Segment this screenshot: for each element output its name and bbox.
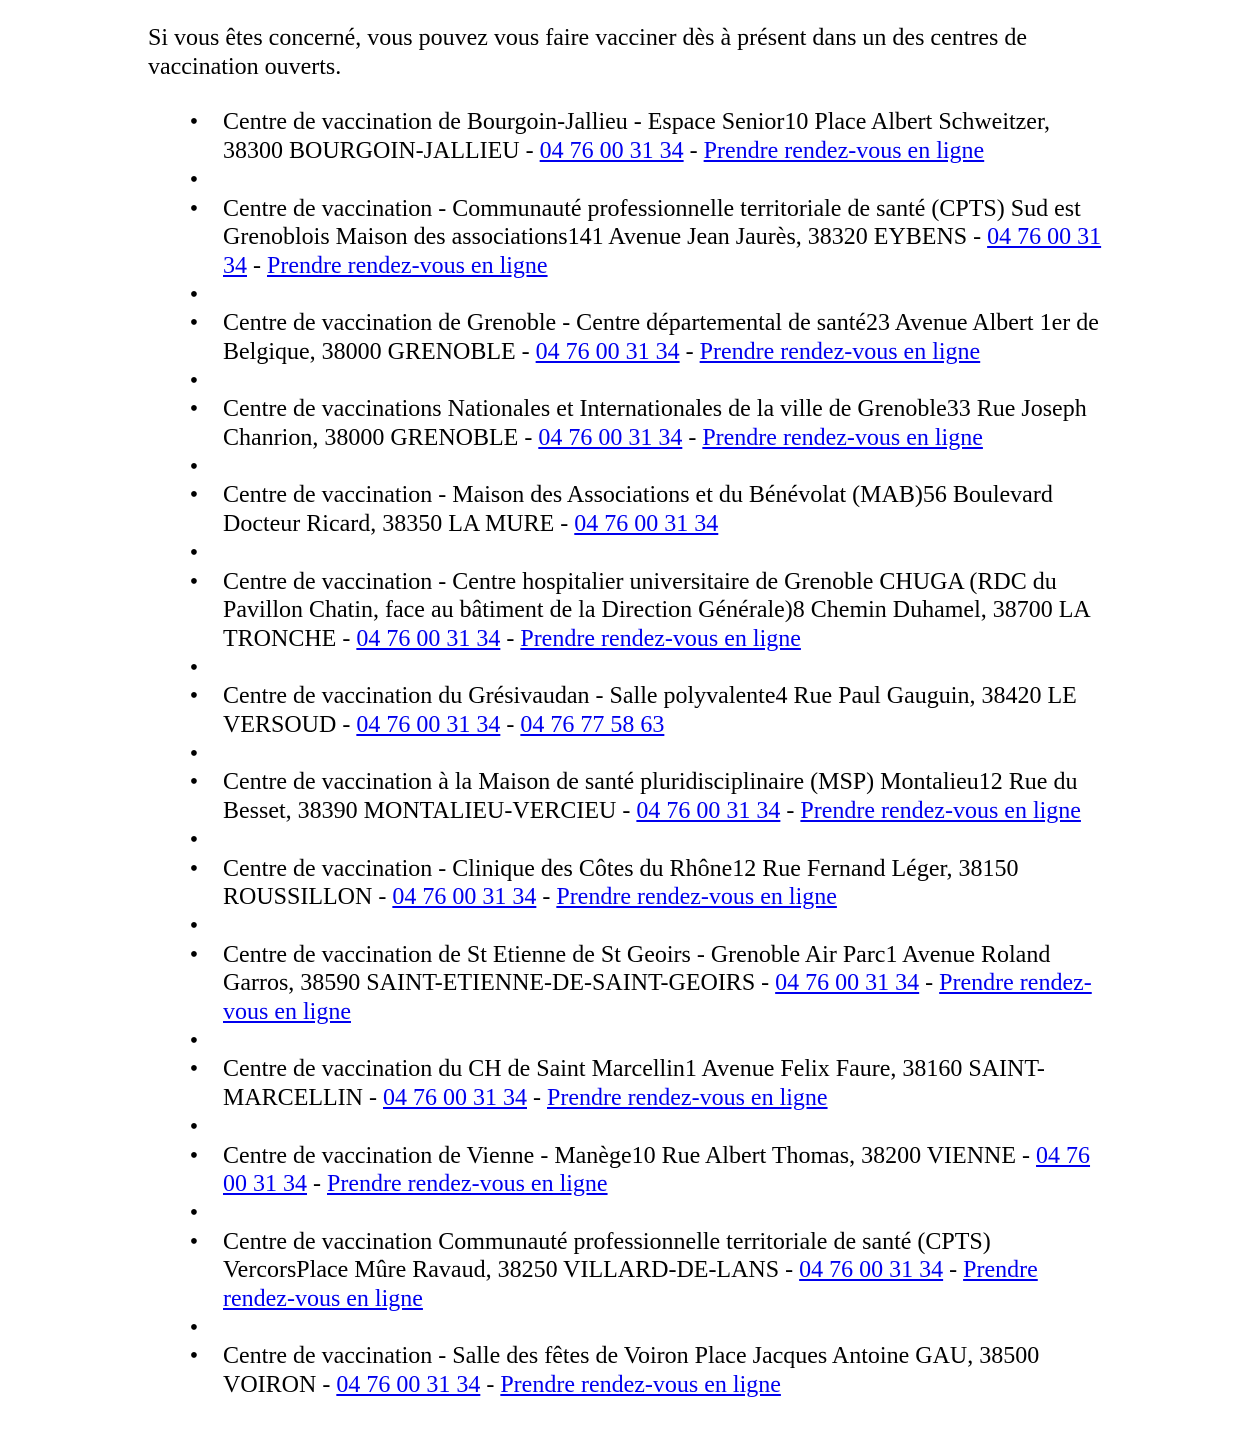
bullet-icon: • — [189, 1113, 199, 1140]
center-address-text: Centre de vaccination Communauté professionnelle territoriale de santé (CPTS) VercorsPlace Mûre Ravaud, 38250 VILLARD-DE-LANS — [223, 1228, 991, 1284]
bullet-icon: • — [189, 568, 199, 595]
center-list-item — [148, 1142, 1108, 1199]
separator-dash: - — [1016, 1142, 1037, 1169]
separator-dash: - — [919, 970, 940, 997]
separator-dash: - — [536, 884, 557, 911]
empty-list-item — [148, 912, 1108, 941]
separator-dash: - — [336, 712, 357, 739]
separator-dash: - — [372, 884, 393, 911]
separator-dash: - — [519, 138, 540, 165]
separator-dash: - — [679, 339, 700, 365]
separator-dash: - — [967, 224, 988, 251]
bullet-icon: • — [189, 941, 199, 968]
empty-list-item — [148, 1027, 1108, 1056]
empty-list-item — [148, 826, 1108, 855]
phone-link[interactable]: 04 76 00 31 34 — [636, 798, 781, 825]
bullet-icon: • — [189, 396, 199, 423]
bullet-icon: • — [189, 1314, 199, 1341]
vaccination-centers-list — [148, 108, 1108, 1399]
bullet-icon: • — [189, 482, 199, 509]
center-address-text: Centre de vaccination - Centre hospitalier universitaire de Grenoble CHUGA (RDC du Pavillon Chatin, face au bâtiment de la Direction Générale)8 Chemin Duhamel, 38700 LA TRONCHE — [223, 568, 1090, 652]
bullet-icon: • — [189, 1343, 199, 1370]
empty-list-item — [148, 281, 1108, 310]
empty-list-item — [148, 1199, 1108, 1228]
center-address-text: Centre de vaccination - Maison des Associations et du Bénévolat (MAB)56 Boulevard Docteur Ricard, 38350 LA MURE — [223, 482, 1053, 538]
separator-dash: - — [500, 625, 521, 652]
center-list-item — [148, 309, 1108, 366]
book-appointment-link[interactable]: Prendre rendez-vous en ligne — [800, 798, 1081, 825]
separator-dash: - — [363, 1085, 383, 1112]
book-appointment-link[interactable]: Prendre rendez-vous en ligne — [327, 1171, 608, 1198]
bullet-icon: • — [189, 195, 199, 222]
bullet-icon: • — [189, 1027, 199, 1054]
phone-link[interactable]: 04 76 00 31 34 — [775, 970, 920, 997]
bullet-icon: • — [189, 1056, 199, 1083]
center-list-item — [148, 682, 1108, 739]
bullet-icon: • — [189, 1199, 199, 1226]
phone-link[interactable]: 04 76 00 31 34 — [392, 884, 537, 911]
separator-dash: - — [755, 970, 776, 997]
separator-dash: - — [480, 1372, 501, 1399]
empty-list-item — [148, 740, 1108, 769]
center-list-item — [148, 1228, 1108, 1314]
bullet-icon: • — [189, 683, 199, 710]
book-appointment-link[interactable]: Prendre rendez-vous en ligne — [702, 425, 983, 452]
book-appointment-link[interactable]: Prendre rendez-vous en ligne — [223, 1257, 1038, 1313]
bullet-icon: • — [189, 855, 199, 882]
book-appointment-link[interactable]: Prendre rendez-vous en ligne — [500, 1372, 781, 1399]
empty-list-item — [148, 1314, 1108, 1343]
center-list-item — [148, 855, 1108, 912]
phone-link[interactable]: 04 76 00 31 34 — [336, 1372, 481, 1399]
empty-list-item — [148, 367, 1108, 396]
phone-link[interactable]: 04 76 00 31 34 — [574, 511, 719, 538]
bullet-icon: • — [189, 826, 199, 853]
empty-list-item — [148, 654, 1108, 683]
phone-link[interactable]: 04 76 77 58 63 — [520, 712, 665, 739]
phone-link[interactable]: 04 76 00 31 34 — [356, 625, 501, 652]
empty-list-item — [148, 453, 1108, 482]
center-address-text: Centre de vaccination de Grenoble - Centre départemental de santé23 Avenue Albert 1er de Belgique, 38000 GRENOBLE — [223, 310, 1099, 365]
empty-list-item — [148, 166, 1108, 195]
center-address-text: Centre de vaccination du CH de Saint Marcellin1 Avenue Felix Faure, 38160 SAINT-MARCELLIN — [223, 1056, 1045, 1112]
center-list-item — [148, 481, 1108, 538]
book-appointment-link[interactable]: Prendre rendez-vous en ligne — [547, 1085, 828, 1112]
book-appointment-link[interactable]: Prendre rendez-vous en ligne — [703, 138, 985, 165]
bullet-icon: • — [189, 453, 199, 480]
center-address-text: Centre de vaccination de St Etienne de St Geoirs - Grenoble Air Parc1 Avenue Roland Garros, 38590 SAINT-ETIENNE-DE-SAINT-GEOIRS — [223, 941, 1051, 997]
bullet-icon: • — [189, 912, 199, 939]
phone-link[interactable]: 04 76 00 31 34 — [535, 339, 680, 365]
center-list-item — [148, 1055, 1108, 1112]
separator-dash: - — [943, 1257, 964, 1284]
center-list-item — [148, 108, 1108, 165]
center-list-item — [148, 568, 1108, 654]
bullet-icon: • — [189, 166, 199, 193]
phone-link[interactable]: 04 76 00 31 34 — [356, 712, 501, 739]
empty-list-item — [148, 1113, 1108, 1142]
center-address-text: Centre de vaccination à la Maison de santé pluridisciplinaire (MSP) Montalieu12 Rue du Besset, 38390 MONTALIEU-VERCIEU — [223, 769, 1078, 825]
separator-dash: - — [527, 1085, 547, 1112]
center-address-text: Centre de vaccination - Salle des fêtes de Voiron Place Jacques Antoine GAU, 38500 VOIRON — [223, 1343, 1040, 1399]
bullet-icon: • — [189, 740, 199, 767]
center-address-text: Centre de vaccination de Vienne - Manège10 Rue Albert Thomas, 38200 VIENNE — [223, 1142, 1017, 1169]
empty-list-item — [148, 539, 1108, 568]
book-appointment-link[interactable]: Prendre rendez-vous en ligne — [520, 625, 801, 652]
phone-link[interactable]: 04 76 00 31 34 — [538, 425, 683, 452]
separator-dash: - — [247, 252, 267, 279]
bullet-icon: • — [189, 310, 199, 337]
bullet-icon: • — [189, 769, 199, 796]
center-address-text: Centre de vaccination - Clinique des Côtes du Rhône12 Rue Fernand Léger, 38150 ROUSSILLON — [223, 855, 1019, 911]
separator-dash: - — [616, 798, 637, 825]
separator-dash: - — [515, 339, 536, 365]
separator-dash: - — [518, 425, 539, 452]
separator-dash: - — [307, 1171, 327, 1198]
center-address-text: Centre de vaccinations Nationales et Internationales de la ville de Grenoble33 Rue Joseph Chanrion, 38000 GRENOBLE — [223, 396, 1087, 452]
phone-link[interactable]: 04 76 00 31 34 — [223, 1142, 1091, 1198]
phone-link[interactable]: 04 76 00 31 34 — [539, 138, 684, 165]
book-appointment-link[interactable]: Prendre rendez-vous en ligne — [699, 339, 981, 365]
center-list-item — [148, 941, 1108, 1027]
separator-dash: - — [779, 1257, 800, 1284]
bullet-icon: • — [189, 654, 199, 681]
bullet-icon: • — [189, 1228, 199, 1255]
book-appointment-link[interactable]: Prendre rendez-vous en ligne — [267, 252, 548, 279]
separator-dash: - — [336, 625, 357, 652]
phone-link[interactable]: 04 76 00 31 34 — [799, 1257, 944, 1284]
center-list-item — [148, 768, 1108, 825]
phone-link[interactable]: 04 76 00 31 34 — [383, 1085, 527, 1112]
bullet-icon: • — [189, 367, 199, 394]
separator-dash: - — [780, 798, 801, 825]
center-list-item — [148, 1342, 1108, 1399]
intro-paragraph: Si vous êtes concerné, vous pouvez vous faire vacciner dès à présent dans un des centres de vaccination ouverts. — [148, 25, 1028, 80]
book-appointment-link[interactable]: Prendre rendez-vous en ligne — [223, 970, 1092, 1026]
separator-dash: - — [500, 712, 521, 739]
book-appointment-link[interactable]: Prendre rendez-vous en ligne — [556, 884, 837, 911]
center-list-item — [148, 395, 1108, 452]
bullet-icon: • — [189, 281, 199, 308]
center-address-text: Centre de vaccination de Bourgoin-Jallieu - Espace Senior10 Place Albert Schweitzer, 38300 BOURGOIN-JALLIEU — [223, 109, 1050, 165]
separator-dash: - — [682, 425, 703, 452]
center-list-item — [148, 195, 1108, 281]
center-address-text: Centre de vaccination du Grésivaudan - Salle polyvalente4 Rue Paul Gauguin, 38420 LE VERSOUD — [223, 683, 1077, 739]
separator-dash: - — [316, 1372, 337, 1399]
separator-dash: - — [683, 138, 704, 165]
bullet-icon: • — [189, 1142, 199, 1169]
separator-dash: - — [554, 511, 575, 538]
phone-link[interactable]: 04 76 00 31 34 — [223, 224, 1102, 279]
bullet-icon: • — [189, 109, 199, 136]
bullet-icon: • — [189, 539, 199, 566]
center-address-text: Centre de vaccination - Communauté professionnelle territoriale de santé (CPTS) Sud est Grenoblois Maison des associations141 Avenue Jean Jaurès, 38320 EYBENS — [223, 195, 1081, 251]
